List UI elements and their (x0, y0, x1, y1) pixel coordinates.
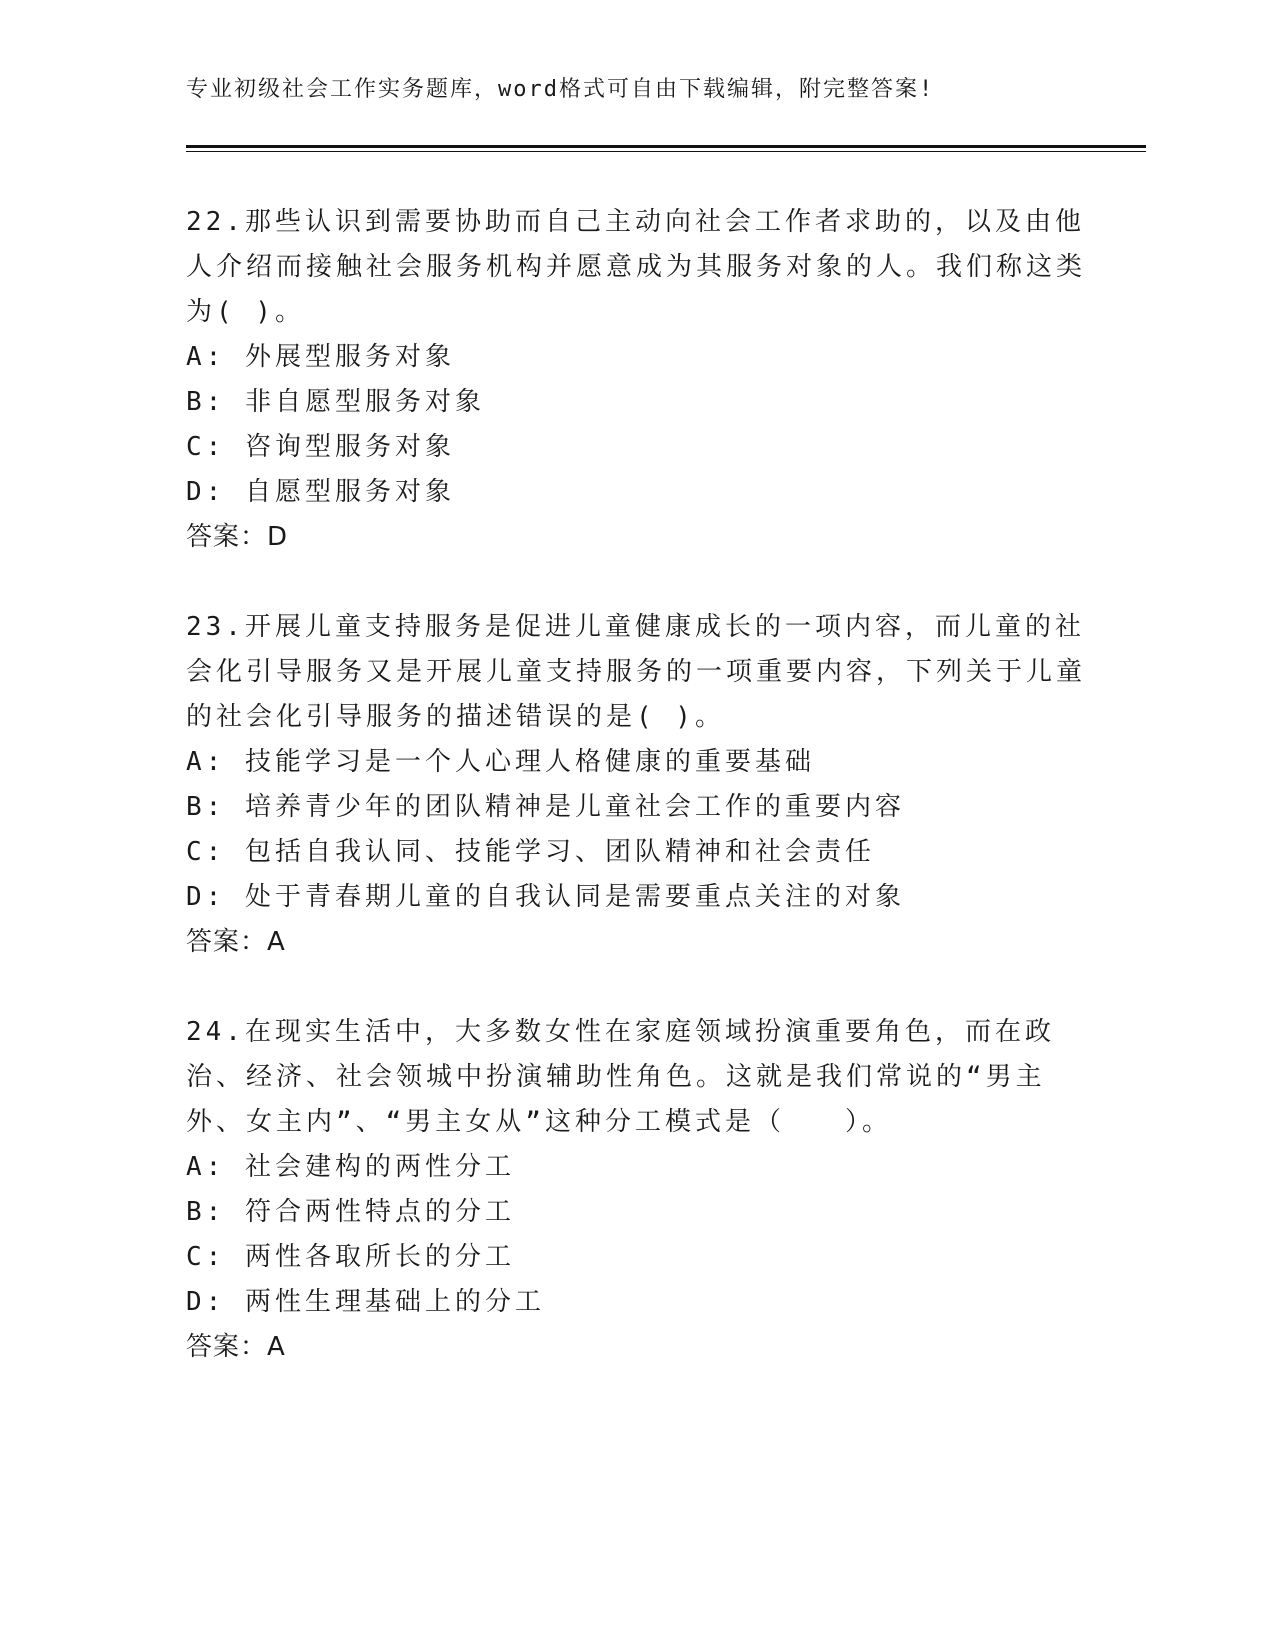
option-a: A: 社会建构的两性分工 (186, 1152, 515, 1182)
option-d: D: 处于青春期儿童的自我认同是需要重点关注的对象 (186, 882, 905, 912)
page-header-text: 专业初级社会工作实务题库，word格式可自由下载编辑，附完整答案! (186, 77, 935, 102)
header-divider-thin (186, 151, 1146, 152)
option-d: D: 两性生理基础上的分工 (186, 1287, 545, 1317)
option-d: D: 自愿型服务对象 (186, 477, 455, 507)
option-c: C: 咨询型服务对象 (186, 432, 455, 462)
answer-line: 答案：D (186, 522, 289, 552)
header-divider (186, 145, 1146, 148)
question-stem: 23.开展儿童支持服务是促进儿童健康成长的一项内容，而儿童的社会化引导服务又是开展儿童支持服务的一项重要内容，下列关于儿童的社会化引导服务的描述错误的是( )。 (186, 612, 1087, 732)
option-a: A: 技能学习是一个人心理人格健康的重要基础 (186, 747, 815, 777)
answer-line: 答案：A (186, 1332, 286, 1362)
question-list (186, 200, 1086, 1415)
option-c: C: 两性各取所长的分工 (186, 1242, 515, 1272)
question-stem: 22.那些认识到需要协助而自己主动向社会工作者求助的，以及由他人介绍而接触社会服务机构并愿意成为其服务对象的人。我们称这类为( )。 (186, 207, 1087, 327)
option-c: C: 包括自我认同、技能学习、团队精神和社会责任 (186, 837, 875, 867)
question-22 (186, 200, 1086, 560)
option-b: B: 培养青少年的团队精神是儿童社会工作的重要内容 (186, 792, 905, 822)
option-b: B: 符合两性特点的分工 (186, 1197, 515, 1227)
option-a: A: 外展型服务对象 (186, 342, 455, 372)
question-24 (186, 1010, 1086, 1370)
question-23 (186, 605, 1086, 965)
option-b: B: 非自愿型服务对象 (186, 387, 485, 417)
answer-line: 答案：A (186, 927, 286, 957)
question-stem: 24.在现实生活中，大多数女性在家庭领域扮演重要角色，而在政治、经济、社会领城中扮演辅助性角色。这就是我们常说的“男主外、女主内”、“男主女从”这种分工模式是（ ）。 (186, 1017, 1055, 1137)
